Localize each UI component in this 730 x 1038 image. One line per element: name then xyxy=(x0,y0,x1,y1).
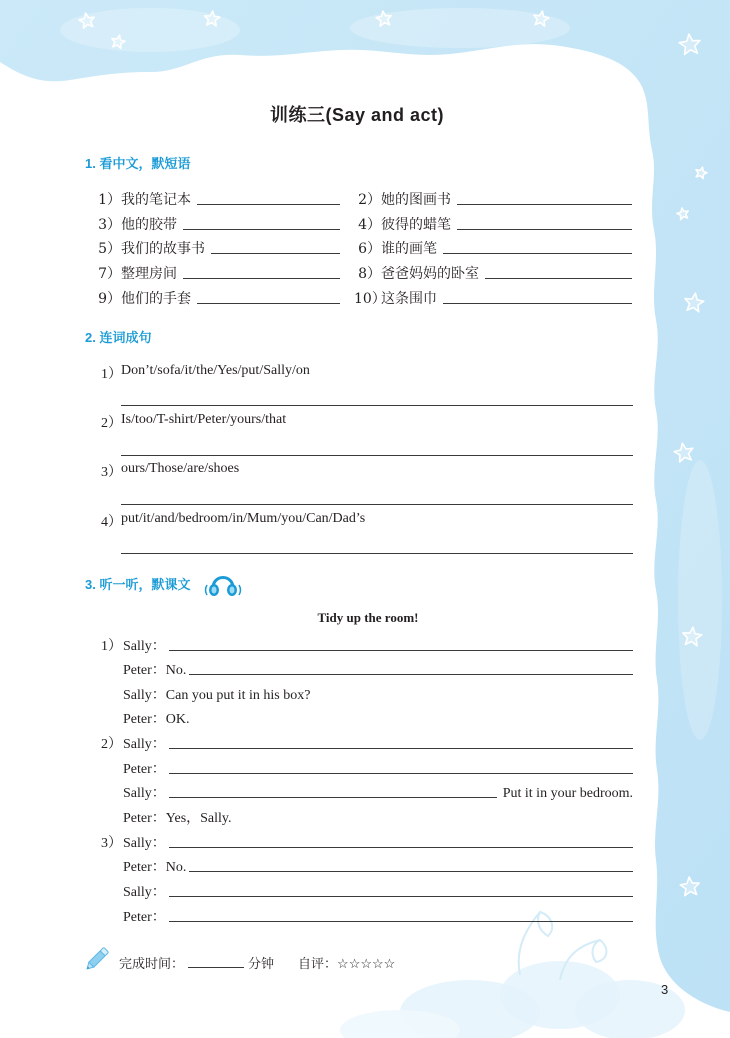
item-number: 2） xyxy=(358,192,381,208)
item-prompt: 谁的画笔 xyxy=(381,241,437,257)
answer-blank[interactable] xyxy=(169,896,633,897)
answer-blank[interactable] xyxy=(169,921,633,922)
speaker-label: Sally： xyxy=(123,688,166,703)
dialogue-text: No. xyxy=(165,860,187,875)
section2-heading: 2. 连词成句 xyxy=(85,330,152,345)
item-prompt: 爸爸妈妈的卧室 xyxy=(381,266,479,282)
answer-blank[interactable] xyxy=(169,797,497,798)
answer-line[interactable] xyxy=(121,553,633,554)
answer-line[interactable] xyxy=(121,504,633,505)
item-number: 3） xyxy=(101,465,122,480)
item-number: 7） xyxy=(98,266,121,282)
dialogue-line xyxy=(101,635,633,655)
answer-blank[interactable] xyxy=(183,278,340,279)
dialogue-text: OK. xyxy=(165,712,190,727)
vocab-item xyxy=(94,214,340,234)
item-number: 2） xyxy=(101,416,122,431)
dialogue-line xyxy=(101,881,633,901)
dialogue-line xyxy=(101,906,633,926)
answer-blank[interactable] xyxy=(457,229,632,230)
answer-line[interactable] xyxy=(121,455,633,456)
dialogue-line xyxy=(101,807,633,827)
speaker-label: Sally： xyxy=(123,836,166,851)
item-number: 6） xyxy=(358,241,381,257)
vocab-item xyxy=(354,288,632,308)
item-number: 5） xyxy=(98,241,121,257)
answer-blank[interactable] xyxy=(457,204,632,205)
band-cloud xyxy=(678,460,722,740)
item-number: 1） xyxy=(101,367,122,382)
page-number: 3 xyxy=(661,982,669,997)
vocab-item xyxy=(354,263,632,283)
line-number: 2） xyxy=(101,737,122,752)
completion-footer xyxy=(119,952,395,972)
sentence-words: Don’t/sofa/it/the/Yes/put/Sally/on xyxy=(121,363,310,378)
answer-blank[interactable] xyxy=(189,674,633,675)
page-title: 训练三(Say and act) xyxy=(269,105,445,125)
self-eval-label: 自评： xyxy=(298,957,338,972)
item-prompt: 他们的手套 xyxy=(121,291,191,307)
dialogue-line xyxy=(101,733,633,753)
section1-heading: 1. 看中文，默短语 xyxy=(85,156,191,171)
sentence-words: put/it/and/bedroom/in/Mum/you/Can/Dad’s xyxy=(121,511,366,526)
answer-blank[interactable] xyxy=(197,303,340,304)
item-prompt: 彼得的蜡笔 xyxy=(381,217,451,233)
dialogue-title: Tidy up the room! xyxy=(317,610,419,625)
vocab-item xyxy=(354,214,632,234)
item-number: 3） xyxy=(98,217,121,233)
answer-blank[interactable] xyxy=(443,253,632,254)
item-prompt: 这条围巾 xyxy=(381,291,437,307)
rating-stars: ☆☆☆☆☆ xyxy=(337,957,396,972)
scrambled-sentence xyxy=(101,363,310,383)
dialogue-line xyxy=(101,659,633,679)
item-prompt: 我们的故事书 xyxy=(121,241,205,257)
answer-blank[interactable] xyxy=(169,773,633,774)
pencil-icon xyxy=(82,944,112,974)
speaker-label: Peter： xyxy=(123,712,166,727)
answer-blank[interactable] xyxy=(169,847,633,848)
item-prompt: 整理房间 xyxy=(121,266,177,282)
dialogue-line xyxy=(101,856,633,876)
vocab-item xyxy=(354,238,632,258)
item-number: 4） xyxy=(358,217,381,233)
answer-blank[interactable] xyxy=(443,303,632,304)
item-number: 4） xyxy=(101,515,122,530)
dialogue-line xyxy=(101,782,633,802)
item-prompt: 我的笔记本 xyxy=(121,192,191,208)
speaker-label: Sally： xyxy=(123,737,166,752)
time-blank[interactable] xyxy=(188,967,244,968)
time-label: 完成时间： xyxy=(119,957,185,972)
item-number: 8） xyxy=(358,266,381,282)
answer-line[interactable] xyxy=(121,405,633,406)
answer-blank[interactable] xyxy=(169,650,633,651)
dialogue-text: Yes，Sally. xyxy=(165,811,232,826)
speaker-label: Sally： xyxy=(123,885,166,900)
speaker-label: Peter： xyxy=(123,910,166,925)
headphones-icon xyxy=(203,569,243,599)
dialogue-line xyxy=(101,684,633,704)
answer-blank[interactable] xyxy=(197,204,340,205)
cloud-decoration xyxy=(575,980,685,1038)
dialogue-text: Put it in your bedroom. xyxy=(502,786,633,801)
scrambled-sentence xyxy=(101,461,239,481)
dialogue-line xyxy=(101,758,633,778)
answer-blank[interactable] xyxy=(485,278,632,279)
vocab-item xyxy=(94,189,340,209)
answer-blank[interactable] xyxy=(169,748,633,749)
section3-heading: 3. 听一听，默课文 xyxy=(85,577,191,592)
answer-blank[interactable] xyxy=(183,229,340,230)
item-prompt: 她的图画书 xyxy=(381,192,451,208)
item-number: 1） xyxy=(98,192,121,208)
vocab-item xyxy=(354,189,632,209)
dialogue-line xyxy=(101,832,633,852)
time-unit: 分钟 xyxy=(248,957,275,972)
vocab-item xyxy=(94,263,340,283)
answer-blank[interactable] xyxy=(189,871,633,872)
dialogue-text: Can you put it in his box? xyxy=(165,688,311,703)
dialogue-line xyxy=(101,708,633,728)
speaker-label: Sally： xyxy=(123,639,166,654)
speaker-label: Sally： xyxy=(123,786,166,801)
vocab-item xyxy=(94,238,340,258)
vocab-item xyxy=(94,288,340,308)
speaker-label: Peter： xyxy=(123,663,166,678)
speaker-label: Peter： xyxy=(123,811,166,826)
scrambled-sentence xyxy=(101,511,365,531)
line-number: 3） xyxy=(101,836,122,851)
scrambled-sentence xyxy=(101,412,286,432)
dialogue-text: No. xyxy=(165,663,187,678)
item-prompt: 他的胶带 xyxy=(121,217,177,233)
sentence-words: Is/too/T-shirt/Peter/yours/that xyxy=(121,412,287,427)
line-number: 1） xyxy=(101,639,122,654)
speaker-label: Peter： xyxy=(123,762,166,777)
item-number: 9） xyxy=(98,291,121,307)
answer-blank[interactable] xyxy=(211,253,340,254)
sentence-words: ours/Those/are/shoes xyxy=(121,461,240,476)
item-number: 10） xyxy=(354,291,386,307)
speaker-label: Peter： xyxy=(123,860,166,875)
